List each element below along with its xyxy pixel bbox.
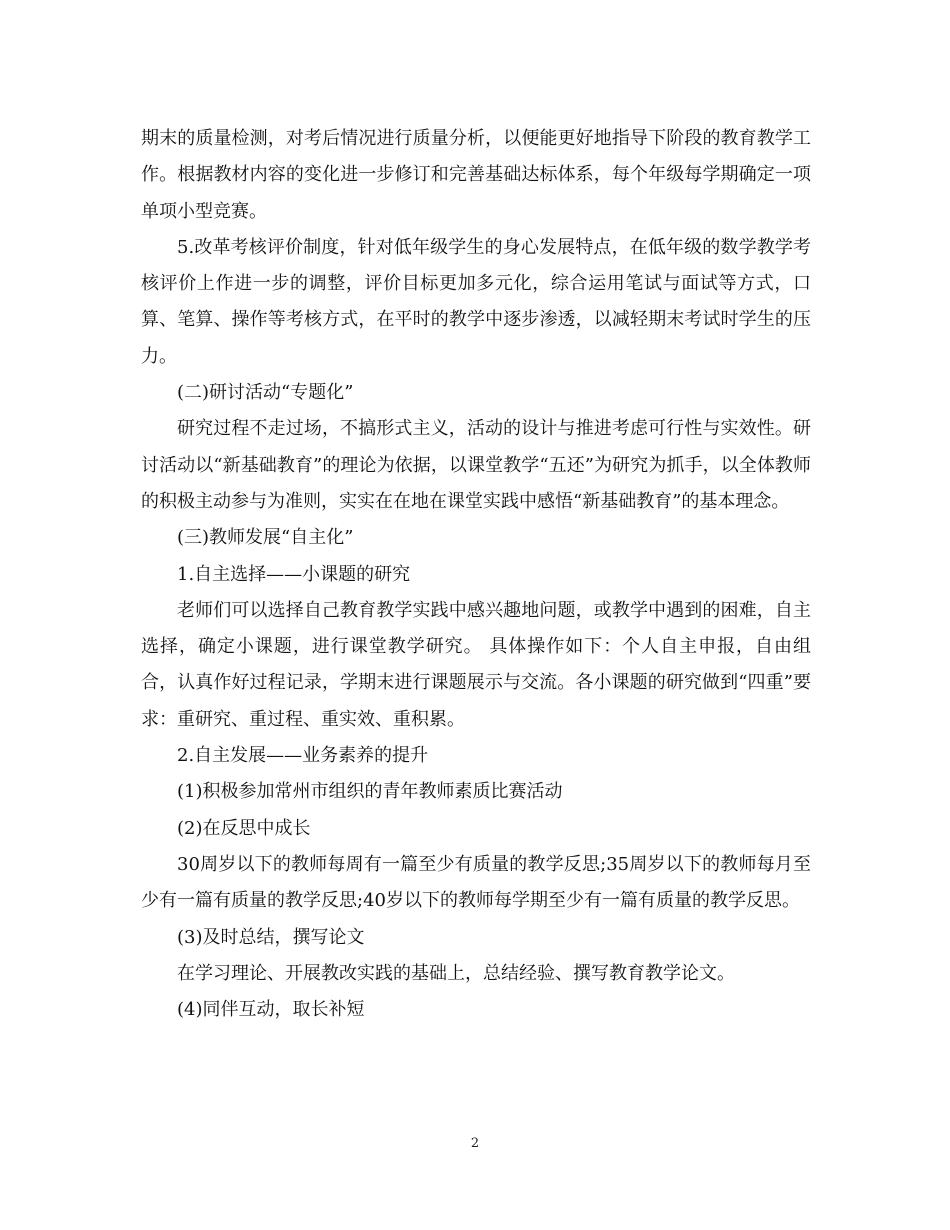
list-item-competition: (1)积极参加常州市组织的青年教师素质比赛活动 <box>177 781 563 803</box>
list-item-summary: (3)及时总结，撰写论文 <box>177 926 365 948</box>
list-item-peer: (4)同伴互动，取长补短 <box>177 999 365 1021</box>
document-body <box>141 121 811 1028</box>
paragraph-summary: 在学习理论、开展教改实践的基础上，总结经验、撰写教育教学论文。 <box>177 962 735 984</box>
section-heading-teacher-development: (三)教师发展“自主化” <box>177 527 354 549</box>
paragraph-reflection: 30周岁以下的教师每周有一篇至少有质量的教学反思;35周岁以下的教师每月至少有一篇有质量的教学反思;40岁以下的教师每学期至少有一篇有质量的教学反思。 <box>141 853 811 912</box>
paragraph-assessment-reform: 5.改革考核评价制度，针对低年级学生的身心发展特点，在低年级的数学教学考核评价上作进一步的调整，评价目标更加多元化，综合运用笔试与面试等方式，口算、笔算、操作等考核方式，在平时的教学中逐步渗透，以减轻期末考试时学生的压力。 <box>141 236 811 367</box>
section-heading-seminar: (二)研讨活动“专题化” <box>177 382 354 404</box>
paragraph-self-selection: 老师们可以选择自己教育教学实践中感兴趣地问题，或教学中遇到的困难，自主选择，确定小课题，进行课堂教学研究。 具体操作如下：个人自主申报，自由组合，认真作好过程记录，学期末进行课题展示与交流。各小课题的研究做到“四重”要求：重研究、重过程、重实效、重积累。 <box>141 599 811 730</box>
paragraph-continuation: 期末的质量检测，对考后情况进行质量分析，以便能更好地指导下阶段的教育教学工作。根据教材内容的变化进一步修订和完善基础达标体系，每个年级每学期确定一项单项小型竞赛。 <box>141 128 811 222</box>
page-number: 2 <box>470 1136 480 1151</box>
list-item-reflection: (2)在反思中成长 <box>177 817 311 839</box>
subheading-self-selection: 1.自主选择——小课题的研究 <box>177 563 411 585</box>
paragraph-seminar: 研究过程不走过场，不搞形式主义，活动的设计与推进考虑可行性与实效性。研讨活动以“新基础教育”的理论为依据，以课堂教学“五还”为研究为抓手，以全体教师的积极主动参与为准则，实实在在地在课堂实践中感悟“新基础教育”的基本理念。 <box>141 418 811 512</box>
subheading-self-development: 2.自主发展——业务素养的提升 <box>177 745 429 767</box>
